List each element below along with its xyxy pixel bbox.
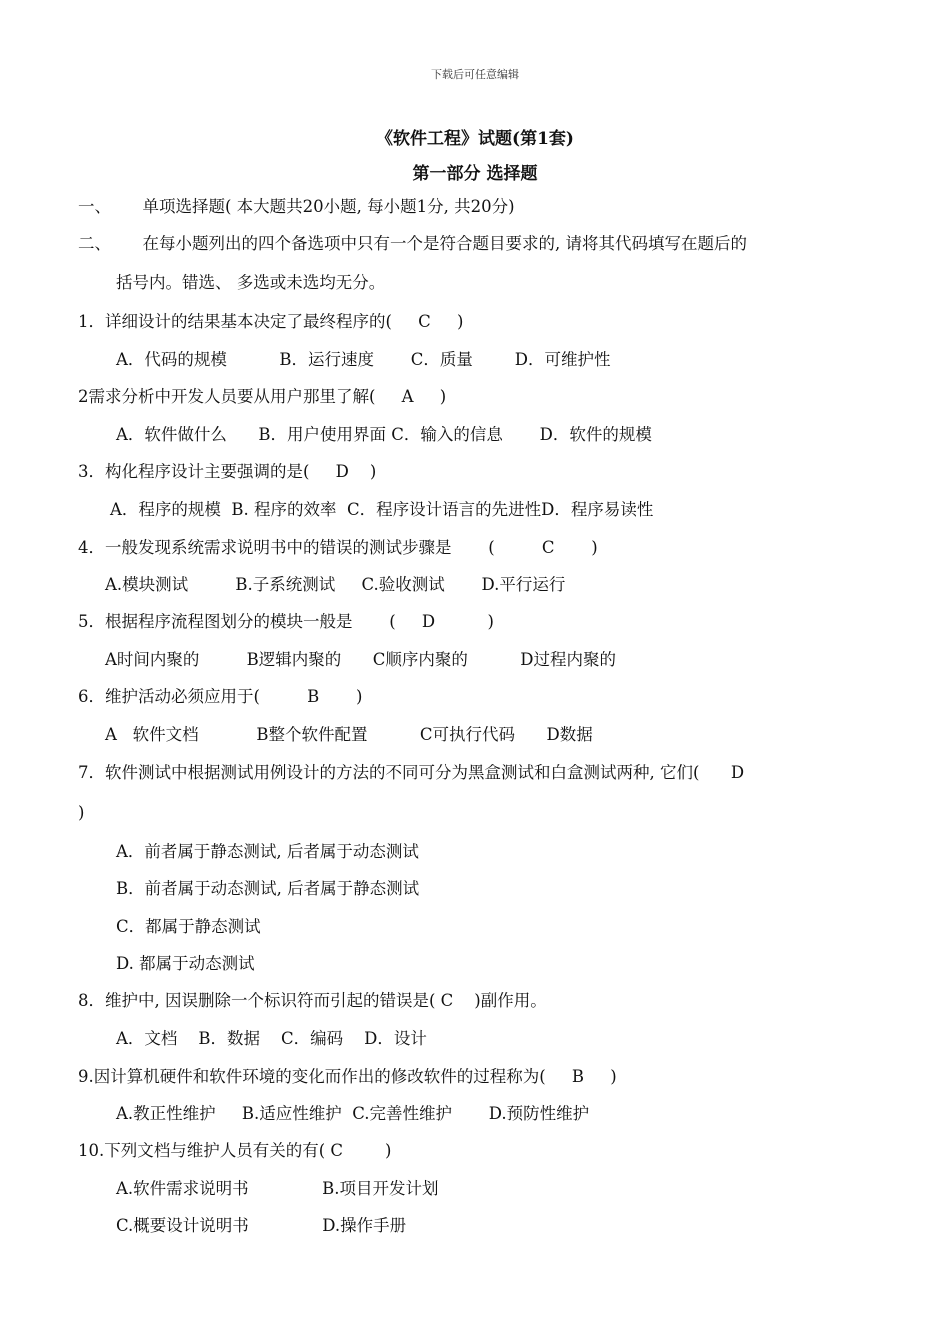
section-title: 第一部分 选择题 bbox=[412, 164, 538, 184]
question-2: 2需求分析中开发人员要从用户那里了解( A ) bbox=[78, 387, 447, 406]
question-7-option-a: A．前者属于静态测试, 后者属于动态测试 bbox=[116, 842, 419, 861]
question-9: 9.因计算机硬件和软件环境的变化而作出的修改软件的过程称为( B ) bbox=[78, 1067, 617, 1086]
question-6: 6．维护活动必须应用于( B ) bbox=[78, 687, 363, 706]
question-8-options: A．文档 B．数据 C．编码 D．设计 bbox=[116, 1029, 427, 1048]
question-8: 8．维护中, 因误删除一个标识符而引起的错误是( C )副作用。 bbox=[78, 991, 547, 1010]
question-1-options: A．代码的规模 B．运行速度 C．质量 D．可维护性 bbox=[116, 350, 611, 369]
question-3: 3．构化程序设计主要强调的是( D ) bbox=[78, 462, 377, 481]
question-4: 4．一般发现系统需求说明书中的错误的测试步骤是 ( C ) bbox=[78, 538, 598, 557]
instruction-line: 括号内。错选、 多选或未选均无分。 bbox=[116, 273, 386, 292]
question-10: 10.下列文档与维护人员有关的有( C ) bbox=[78, 1141, 392, 1160]
question-7-continuation: ) bbox=[78, 803, 85, 822]
question-10-options-ab: A.软件需求说明书 B.项目开发计划 bbox=[116, 1179, 439, 1198]
question-7: 7．软件测试中根据测试用例设计的方法的不同可分为黑盒测试和白盒测试两种, 它们( D bbox=[78, 763, 745, 782]
document-title: 《软件工程》试题(第1套) bbox=[376, 129, 574, 149]
question-9-options: A.教正性维护 B.适应性维护 C.完善性维护 D.预防性维护 bbox=[116, 1104, 590, 1123]
page-header: 下载后可任意编辑 bbox=[431, 68, 519, 81]
question-3-options: A．程序的规模 B. 程序的效率 C．程序设计语言的先进性D．程序易读性 bbox=[110, 500, 654, 519]
question-6-options: A 软件文档 B整个软件配置 C可执行代码 D数据 bbox=[105, 725, 593, 744]
question-1: 1．详细设计的结果基本决定了最终程序的( C ) bbox=[78, 312, 464, 331]
instruction-line: 二、 在每小题列出的四个备选项中只有一个是符合题目要求的, 请将其代码填写在题后的 bbox=[78, 234, 747, 253]
question-5-options: A时间内聚的 B逻辑内聚的 C顺序内聚的 D过程内聚的 bbox=[105, 650, 617, 669]
question-7-option-d: D. 都属于动态测试 bbox=[116, 954, 255, 973]
question-10-options-cd: C.概要设计说明书 D.操作手册 bbox=[116, 1216, 407, 1235]
question-5: 5．根据程序流程图划分的模块一般是 ( D ) bbox=[78, 612, 494, 631]
question-7-option-b: B．前者属于动态测试, 后者属于静态测试 bbox=[116, 879, 420, 898]
question-4-options: A.模块测试 B.子系统测试 C.验收测试 D.平行运行 bbox=[105, 575, 566, 594]
question-7-option-c: C．都属于静态测试 bbox=[116, 917, 261, 936]
instruction-line: 一、 单项选择题( 本大题共20小题, 每小题1分, 共20分) bbox=[78, 197, 515, 216]
question-2-options: A．软件做什么 B．用户使用界面 C．输入的信息 D．软件的规模 bbox=[116, 425, 652, 444]
